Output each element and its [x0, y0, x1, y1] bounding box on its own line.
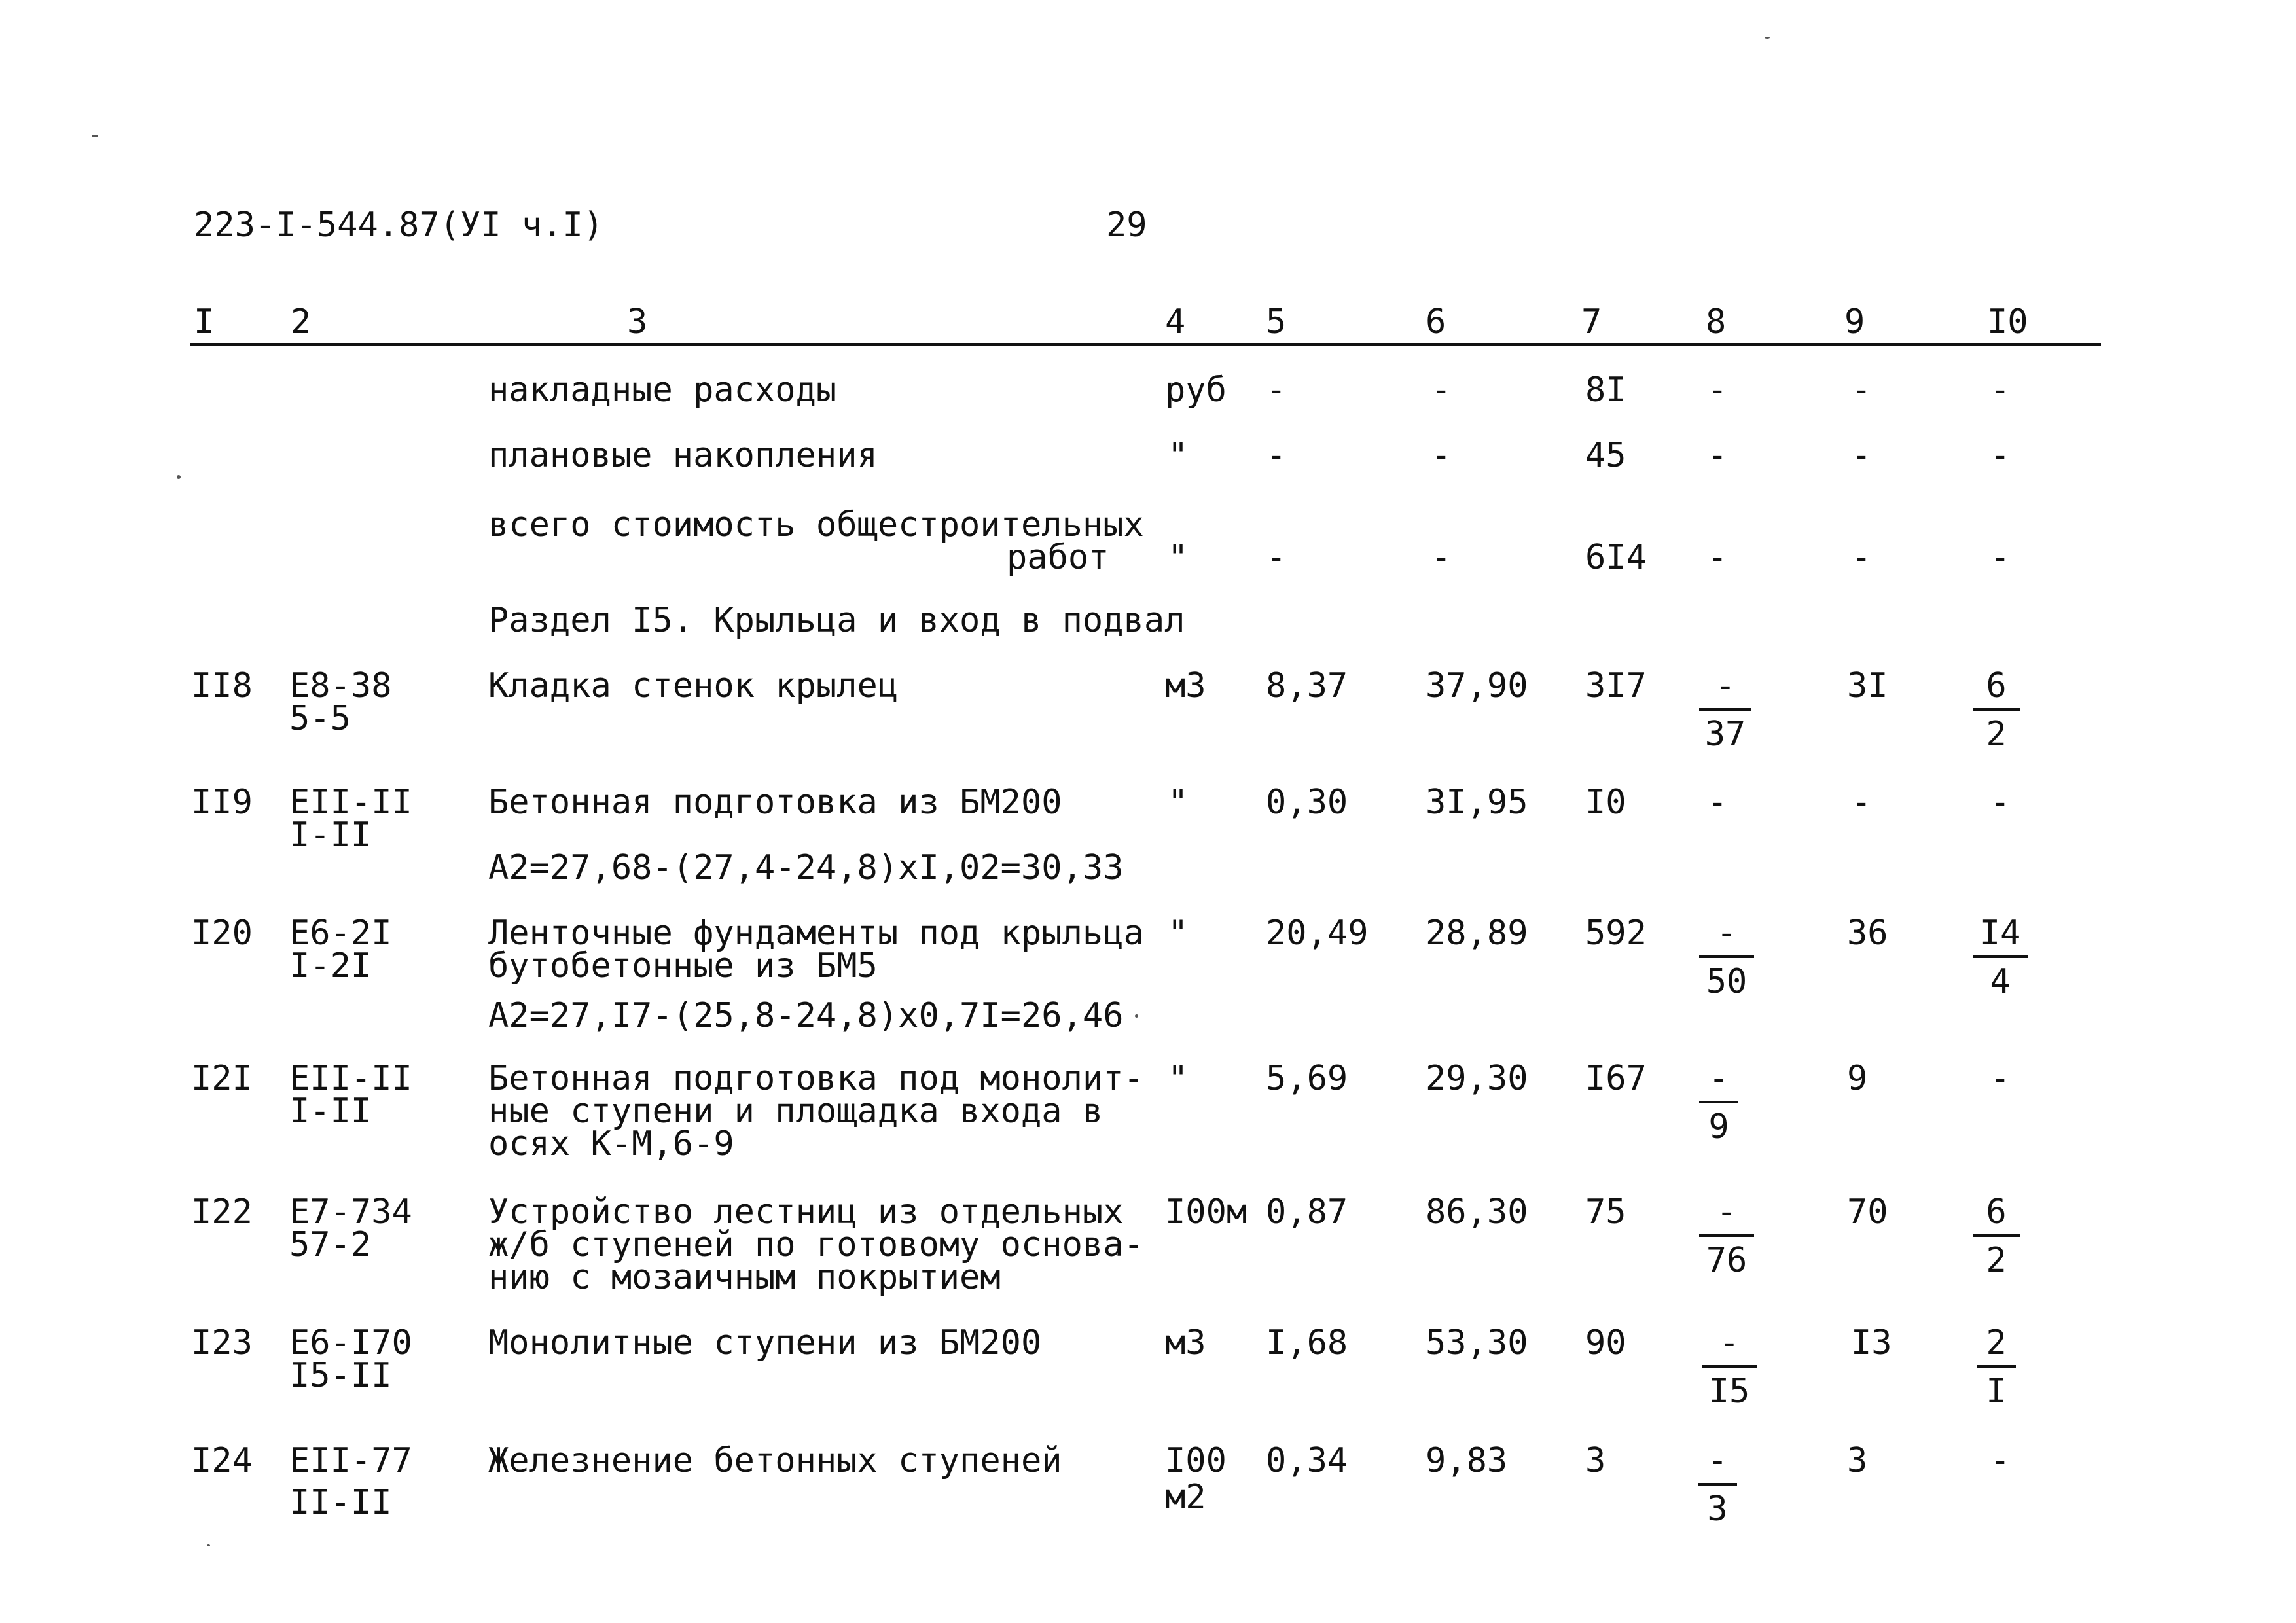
row-col5: 20,49 — [1266, 914, 1369, 953]
row-col7: 75 — [1585, 1192, 1626, 1232]
row-col9: 70 — [1847, 1192, 1888, 1232]
row-col5: 5,69 — [1266, 1059, 1348, 1098]
row-number: I23 — [191, 1323, 253, 1363]
row-col6: 37,90 — [1426, 666, 1528, 705]
row-col5: - — [1266, 538, 1287, 577]
row-col7: 3I7 — [1585, 666, 1647, 705]
fraction-denominator: 9 — [1708, 1107, 1729, 1147]
row-col7: 45 — [1585, 436, 1626, 475]
column-header-8: 8 — [1706, 302, 1727, 342]
row-code-line2: I-II — [289, 1092, 372, 1131]
row-col7: 592 — [1585, 914, 1647, 953]
row-code-line1: ЕII-77 — [289, 1441, 412, 1480]
row-col9: 3 — [1847, 1441, 1868, 1480]
row-col5: I,68 — [1266, 1323, 1348, 1363]
row-col6: - — [1431, 436, 1452, 475]
column-header-3: 3 — [627, 302, 648, 342]
page-number: 29 — [1106, 205, 1147, 245]
row-unit: I00м — [1165, 1192, 1247, 1232]
row-unit: м3 — [1165, 1323, 1206, 1363]
row-col5: - — [1266, 436, 1287, 475]
scan-speck — [207, 1544, 210, 1546]
row-code-line1: Е6-2I — [289, 914, 392, 953]
row-col6: 86,30 — [1426, 1192, 1528, 1232]
row-col7: I67 — [1585, 1059, 1647, 1098]
row-col8-fraction — [1698, 1441, 1737, 1529]
column-header-2: 2 — [291, 302, 312, 342]
row-unit: " — [1168, 783, 1189, 822]
row-description-line1: Железнение бетонных ступеней — [488, 1441, 1062, 1480]
fraction-denominator: 2 — [1986, 1241, 2007, 1280]
row-description-line1: Монолитные ступени из БМ200 — [488, 1323, 1042, 1363]
row-col10: - — [1990, 1441, 2011, 1480]
row-col10: - — [1990, 538, 2011, 577]
row-code-line2: I-II — [289, 815, 372, 855]
row-col6: - — [1431, 370, 1452, 410]
fraction-numerator: - — [1699, 669, 1751, 711]
row-unit-line1: I00 — [1165, 1441, 1227, 1480]
row-formula: А2=27,I7-(25,8-24,8)х0,7I=26,46 — [488, 996, 1124, 1035]
row-description-line3: нию с мозаичным покрытием — [488, 1258, 1001, 1297]
fraction-numerator: 6 — [1973, 669, 2020, 711]
row-col8: - — [1707, 370, 1728, 410]
row-number: I24 — [191, 1441, 253, 1480]
row-col6: 53,30 — [1426, 1323, 1528, 1363]
column-header-10: I0 — [1987, 302, 2028, 342]
row-col7: 3 — [1585, 1441, 1606, 1480]
row-code-line1: ЕII-II — [289, 783, 412, 822]
row-col7: 90 — [1585, 1323, 1626, 1363]
fraction-denominator: 3 — [1707, 1489, 1728, 1529]
row-description-line2: ные ступени и площадка входа в — [488, 1092, 1103, 1131]
fraction-numerator: - — [1698, 1444, 1737, 1486]
fraction-numerator: - — [1699, 1195, 1754, 1237]
column-header-6: 6 — [1426, 302, 1446, 342]
fraction-denominator: I — [1986, 1372, 2007, 1411]
row-description-line3: осях К-М,6-9 — [488, 1124, 734, 1164]
row-col8-fraction — [1699, 1059, 1738, 1147]
fraction-numerator: - — [1699, 1061, 1738, 1103]
row-col9: - — [1851, 783, 1872, 822]
row-col6: 3I,95 — [1426, 783, 1528, 822]
scan-speck — [92, 135, 98, 137]
row-col6: 9,83 — [1426, 1441, 1508, 1480]
row-unit: м3 — [1165, 666, 1206, 705]
row-description-line1: всего стоимость общестроительных — [488, 505, 1144, 544]
fraction-denominator: 4 — [1990, 962, 2011, 1001]
row-description-line1: Бетонная подготовка из БМ200 — [488, 783, 1062, 822]
row-col8-fraction — [1699, 1192, 1754, 1280]
row-unit: " — [1168, 1059, 1189, 1098]
row-col6: 28,89 — [1426, 914, 1528, 953]
row-code-line1: Е6-I70 — [289, 1323, 412, 1363]
column-header-9: 9 — [1844, 302, 1865, 342]
row-col10-fraction — [1977, 1323, 2016, 1411]
row-col10-fraction — [1973, 1192, 2020, 1280]
row-number: II9 — [191, 783, 253, 822]
fraction-numerator: - — [1699, 916, 1754, 958]
row-col9: - — [1851, 538, 1872, 577]
row-code-line2: I-2I — [289, 946, 372, 986]
row-col10: - — [1990, 370, 2011, 410]
row-code-line2: I5-II — [289, 1356, 392, 1395]
row-col8-fraction — [1699, 916, 1754, 999]
row-col8-fraction — [1699, 666, 1751, 754]
scan-speck — [177, 475, 181, 479]
row-code-line1: Е7-734 — [289, 1192, 412, 1232]
row-description-line2: работ — [1007, 538, 1109, 577]
row-code-line1: Е8-38 — [289, 666, 392, 705]
fraction-numerator: 6 — [1973, 1195, 2020, 1237]
row-col8: - — [1707, 436, 1728, 475]
row-unit: " — [1168, 436, 1189, 475]
row-col10: - — [1990, 1059, 2011, 1098]
row-description-line2: бутобетонные из БМ5 — [488, 946, 878, 986]
row-formula: А2=27,68-(27,4-24,8)хI,02=30,33 — [488, 848, 1124, 887]
column-header-4: 4 — [1165, 302, 1186, 342]
row-col9: 36 — [1847, 914, 1888, 953]
header-rule — [190, 343, 2101, 346]
row-unit: " — [1168, 914, 1189, 953]
row-col8-fraction — [1702, 1323, 1757, 1411]
row-unit-line2: м2 — [1165, 1478, 1206, 1517]
row-description-line2: ж/б ступеней по готовому основа- — [488, 1225, 1144, 1264]
document-code: 223-I-544.87(УI ч.I) — [194, 205, 604, 245]
fraction-numerator: I4 — [1973, 916, 2028, 958]
fraction-denominator: 50 — [1706, 962, 1748, 1001]
row-description: плановые накопления — [488, 436, 878, 475]
row-col7: 8I — [1585, 370, 1626, 410]
row-col10-fraction — [1973, 666, 2020, 754]
row-col7: 6I4 — [1585, 538, 1647, 577]
row-col10-fraction — [1973, 916, 2028, 999]
row-unit: " — [1168, 538, 1189, 577]
row-col10: - — [1990, 436, 2011, 475]
fraction-numerator: - — [1702, 1326, 1757, 1368]
row-col5: 0,34 — [1266, 1441, 1348, 1480]
row-code-line2: II-II — [289, 1483, 392, 1522]
row-col8: - — [1707, 538, 1728, 577]
fraction-numerator: 2 — [1977, 1326, 2016, 1368]
row-col9: - — [1851, 370, 1872, 410]
row-description-line1: Ленточные фундаменты под крыльца — [488, 914, 1144, 953]
row-unit: руб — [1165, 370, 1227, 410]
column-header-7: 7 — [1581, 302, 1602, 342]
scan-speck — [1765, 37, 1770, 39]
row-description-line1: Кладка стенок крылец — [488, 666, 899, 705]
scan-speck — [1135, 1014, 1138, 1018]
row-description-line1: Устройство лестниц из отдельных — [488, 1192, 1124, 1232]
column-header-1: I — [194, 302, 215, 342]
row-code-line2: 5-5 — [289, 699, 351, 738]
fraction-denominator: 37 — [1704, 715, 1746, 754]
row-number: II8 — [191, 666, 253, 705]
column-header-5: 5 — [1266, 302, 1287, 342]
row-col9: 3I — [1847, 666, 1888, 705]
row-number: I2I — [191, 1059, 253, 1098]
row-col9: 9 — [1847, 1059, 1868, 1098]
row-col5: 0,87 — [1266, 1192, 1348, 1232]
section-title: Раздел I5. Крыльца и вход в подвал — [488, 601, 1185, 640]
row-code-line2: 57-2 — [289, 1225, 372, 1264]
row-description-line1: Бетонная подготовка под монолит- — [488, 1059, 1144, 1098]
fraction-denominator: 2 — [1986, 715, 2007, 754]
row-col8: - — [1707, 783, 1728, 822]
row-col9: I3 — [1851, 1323, 1892, 1363]
row-description: накладные расходы — [488, 370, 837, 410]
row-col5: 0,30 — [1266, 783, 1348, 822]
fraction-denominator: 76 — [1706, 1241, 1748, 1280]
row-col5: 8,37 — [1266, 666, 1348, 705]
row-col7: I0 — [1585, 783, 1626, 822]
row-col6: - — [1431, 538, 1452, 577]
fraction-denominator: I5 — [1708, 1372, 1750, 1411]
row-col10: - — [1990, 783, 2011, 822]
row-col9: - — [1851, 436, 1872, 475]
row-code-line1: ЕII-II — [289, 1059, 412, 1098]
row-number: I22 — [191, 1192, 253, 1232]
row-col6: 29,30 — [1426, 1059, 1528, 1098]
row-number: I20 — [191, 914, 253, 953]
row-col5: - — [1266, 370, 1287, 410]
